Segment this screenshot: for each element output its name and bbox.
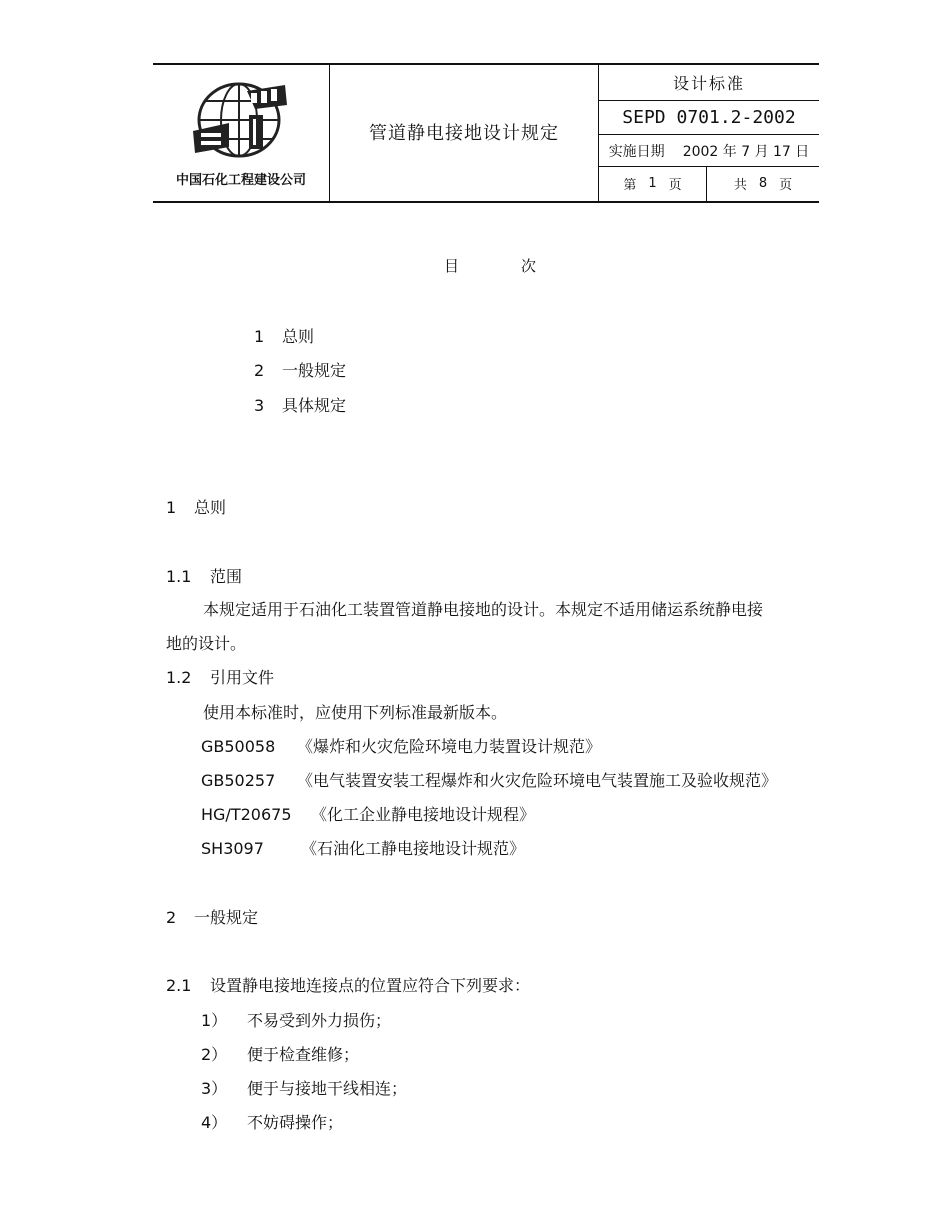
list-item-number: 1） — [201, 1011, 228, 1030]
toc-item-label: 一般规定 — [282, 361, 347, 380]
list-item — [201, 1042, 359, 1065]
section-number: 2 — [166, 908, 177, 927]
section-heading — [166, 905, 258, 928]
company-logo-icon — [189, 75, 291, 163]
reference-title: 《化工企业静电接地设计规程》 — [311, 805, 536, 824]
page-number — [599, 167, 706, 199]
reference-item — [201, 734, 601, 757]
document-header — [153, 63, 819, 203]
list-item-number: 4） — [201, 1113, 228, 1132]
list-item-text: 便于检查维修； — [247, 1045, 360, 1064]
subsection-number: 1.2 — [166, 668, 192, 687]
section-number: 1 — [166, 498, 177, 517]
toc-title-right: 次 — [521, 257, 537, 275]
list-item-number: 3） — [201, 1079, 228, 1098]
effective-date-value: 2002 年 7 月 17 日 — [682, 143, 810, 160]
toc-item — [254, 358, 346, 381]
toc-item-label: 具体规定 — [282, 396, 347, 415]
section-heading — [166, 495, 226, 518]
reference-item — [201, 836, 525, 859]
toc-item-number: 2 — [254, 361, 265, 380]
page-total — [707, 167, 819, 199]
page-suffix: 页 — [668, 177, 682, 193]
total-suffix: 页 — [779, 177, 793, 193]
reference-item — [201, 802, 535, 825]
subsection-title: 引用文件 — [210, 668, 275, 687]
subsection-heading — [166, 665, 274, 688]
list-item — [201, 1076, 407, 1099]
section-title: 一般规定 — [194, 908, 259, 927]
list-item — [201, 1110, 343, 1133]
toc-item-number: 3 — [254, 396, 265, 415]
section-title: 总则 — [194, 498, 227, 517]
subsection-title: 设置静电接地连接点的位置应符合下列要求： — [210, 976, 531, 995]
list-item-text: 便于与接地干线相连； — [247, 1079, 408, 1098]
subsection-number: 2.1 — [166, 976, 192, 995]
subsection-heading — [166, 564, 242, 587]
paragraph-line: 地的设计。 — [166, 634, 247, 653]
total-prefix: 共 — [733, 177, 747, 193]
list-item-number: 2） — [201, 1045, 228, 1064]
standard-label: 设计标准 — [672, 74, 745, 93]
reference-code: GB50257 — [201, 771, 276, 790]
list-item-text: 不妨碍操作； — [247, 1113, 344, 1132]
toc-title — [444, 255, 536, 276]
reference-code: HG/T20675 — [201, 805, 292, 824]
toc-item — [254, 324, 314, 347]
toc-item-label: 总则 — [282, 327, 315, 346]
reference-title: 《石油化工静电接地设计规范》 — [301, 839, 526, 858]
company-name: 中国石化工程建设公司 — [175, 172, 306, 188]
list-item — [201, 1008, 391, 1031]
total-pages-value: 8 — [758, 175, 768, 191]
subsection-number: 1.1 — [166, 567, 192, 586]
reference-title: 《电气装置安装工程爆炸和火灾危险环境电气装置施工及验收规范》 — [297, 771, 778, 790]
reference-code: GB50058 — [201, 737, 276, 756]
page-prefix: 第 — [623, 177, 637, 193]
effective-date-label: 实施日期 — [608, 143, 665, 160]
reference-code: SH3097 — [201, 839, 264, 858]
toc-item-number: 1 — [254, 327, 265, 346]
page-number-value: 1 — [648, 175, 657, 191]
toc-title-left: 目 — [444, 257, 460, 275]
reference-item — [201, 768, 777, 791]
paragraph-line: 使用本标准时，应使用下列标准最新版本。 — [203, 703, 508, 722]
effective-date — [599, 135, 819, 166]
paragraph-line: 本规定适用于石油化工装置管道静电接地的设计。本规定不适用储运系统静电接 — [203, 600, 764, 619]
standard-code: SEPD 0701.2-2002 — [622, 107, 796, 128]
toc-item — [254, 393, 346, 416]
reference-title: 《爆炸和火灾危险环境电力装置设计规范》 — [297, 737, 602, 756]
subsection-heading — [166, 973, 530, 996]
subsection-title: 范围 — [210, 567, 243, 586]
document-title: 管道静电接地设计规定 — [369, 123, 559, 144]
list-item-text: 不易受到外力损伤； — [247, 1011, 392, 1030]
